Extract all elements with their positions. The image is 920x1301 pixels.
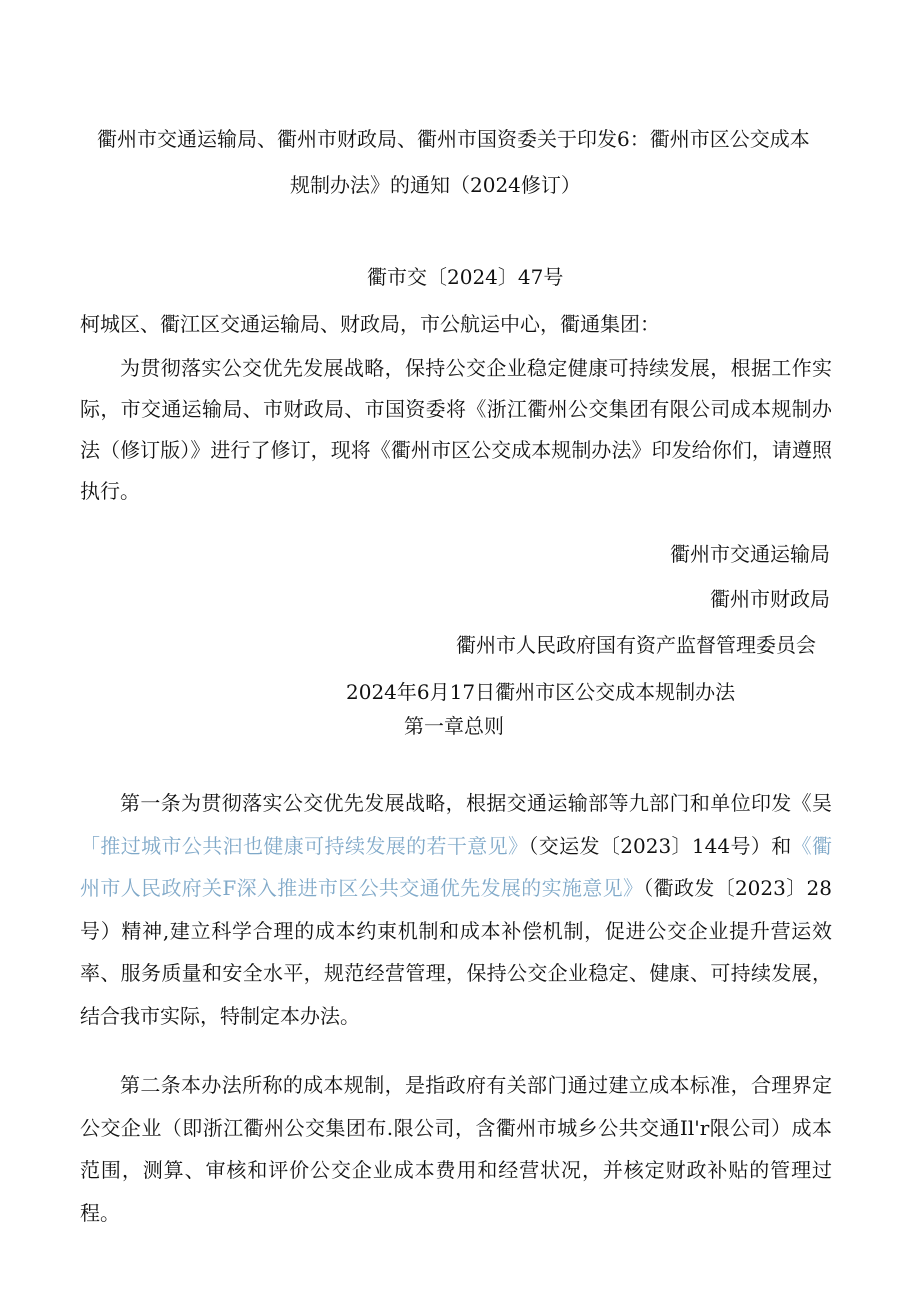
addressee: 柯城区、衢江区交通运输局、财政局，市公航运中心，衢通集团： [80,312,660,336]
article-1-text-2: （交运发〔2023〕144号）和 [528,833,792,858]
date-and-regulation-title: 2024年6月17日衢州市区公交成本规制办法 [346,680,736,704]
policy-link-opinions[interactable]: 「推过城市公共汩也健康可持续发展的若干意见》 [80,833,529,858]
signatory-sasac: 衢州市人民政府国有资产监督管理委员会 [456,633,816,657]
signatory-transport-bureau: 衢州市交通运输局 [670,542,830,566]
article-1-paragraph [80,782,832,1037]
document-title-line-2: 规制办法》的通知（2024修订） [290,173,581,197]
signatory-finance-bureau: 衢州市财政局 [710,587,830,611]
document-number: 衢市交〔2024〕47号 [367,265,564,289]
chapter-title: 第一章总则 [404,714,504,738]
article-2-paragraph: 第二条本办法所称的成本规制，是指政府有关部门通过建立成本标准，合理界定公交企业（即浙江衢州公交集团布.限公司，含衢州市城乡公共交通Il'r限公司）成本范围，测算、审核和评价公交企业成本费用和经营状况，并核定财政补贴的管理过程。 [80,1073,832,1225]
article-1-text-3: （衢政发〔2023〕28号）精神,建立科学合理的成本约束机制和成本补偿机制，促进公交企业提升营运效率、服务质量和安全水平，规范经营管理，保持公交企业稳定、健康、可持续发展，结合我市实际，特制定本办法。 [80,876,832,1028]
document-title-line-1: 衢州市交通运输局、衢州市财政局、衢州市国资委关于印发6：衢州市区公交成本 [97,127,810,151]
article-1-text-1: 第一条为贯彻落实公交优先发展战略，根据交通运输部等九部门和单位印发《吴 [120,791,832,815]
intro-paragraph: 为贯彻落实公交优先发展战略，保持公交企业稳定健康可持续发展，根据工作实际，市交通运输局、市财政局、市国资委将《浙江衢州公交集团有限公司成本规制办法（修订版）》进行了修订，现将《衢州市区公交成本规制办法》印发给你们，请遵照执行。 [80,356,832,503]
policy-link-implementation[interactable]: 《衢州市人民政府关F深入推进市区公共交通优先发展的实施意见》 [80,833,833,900]
